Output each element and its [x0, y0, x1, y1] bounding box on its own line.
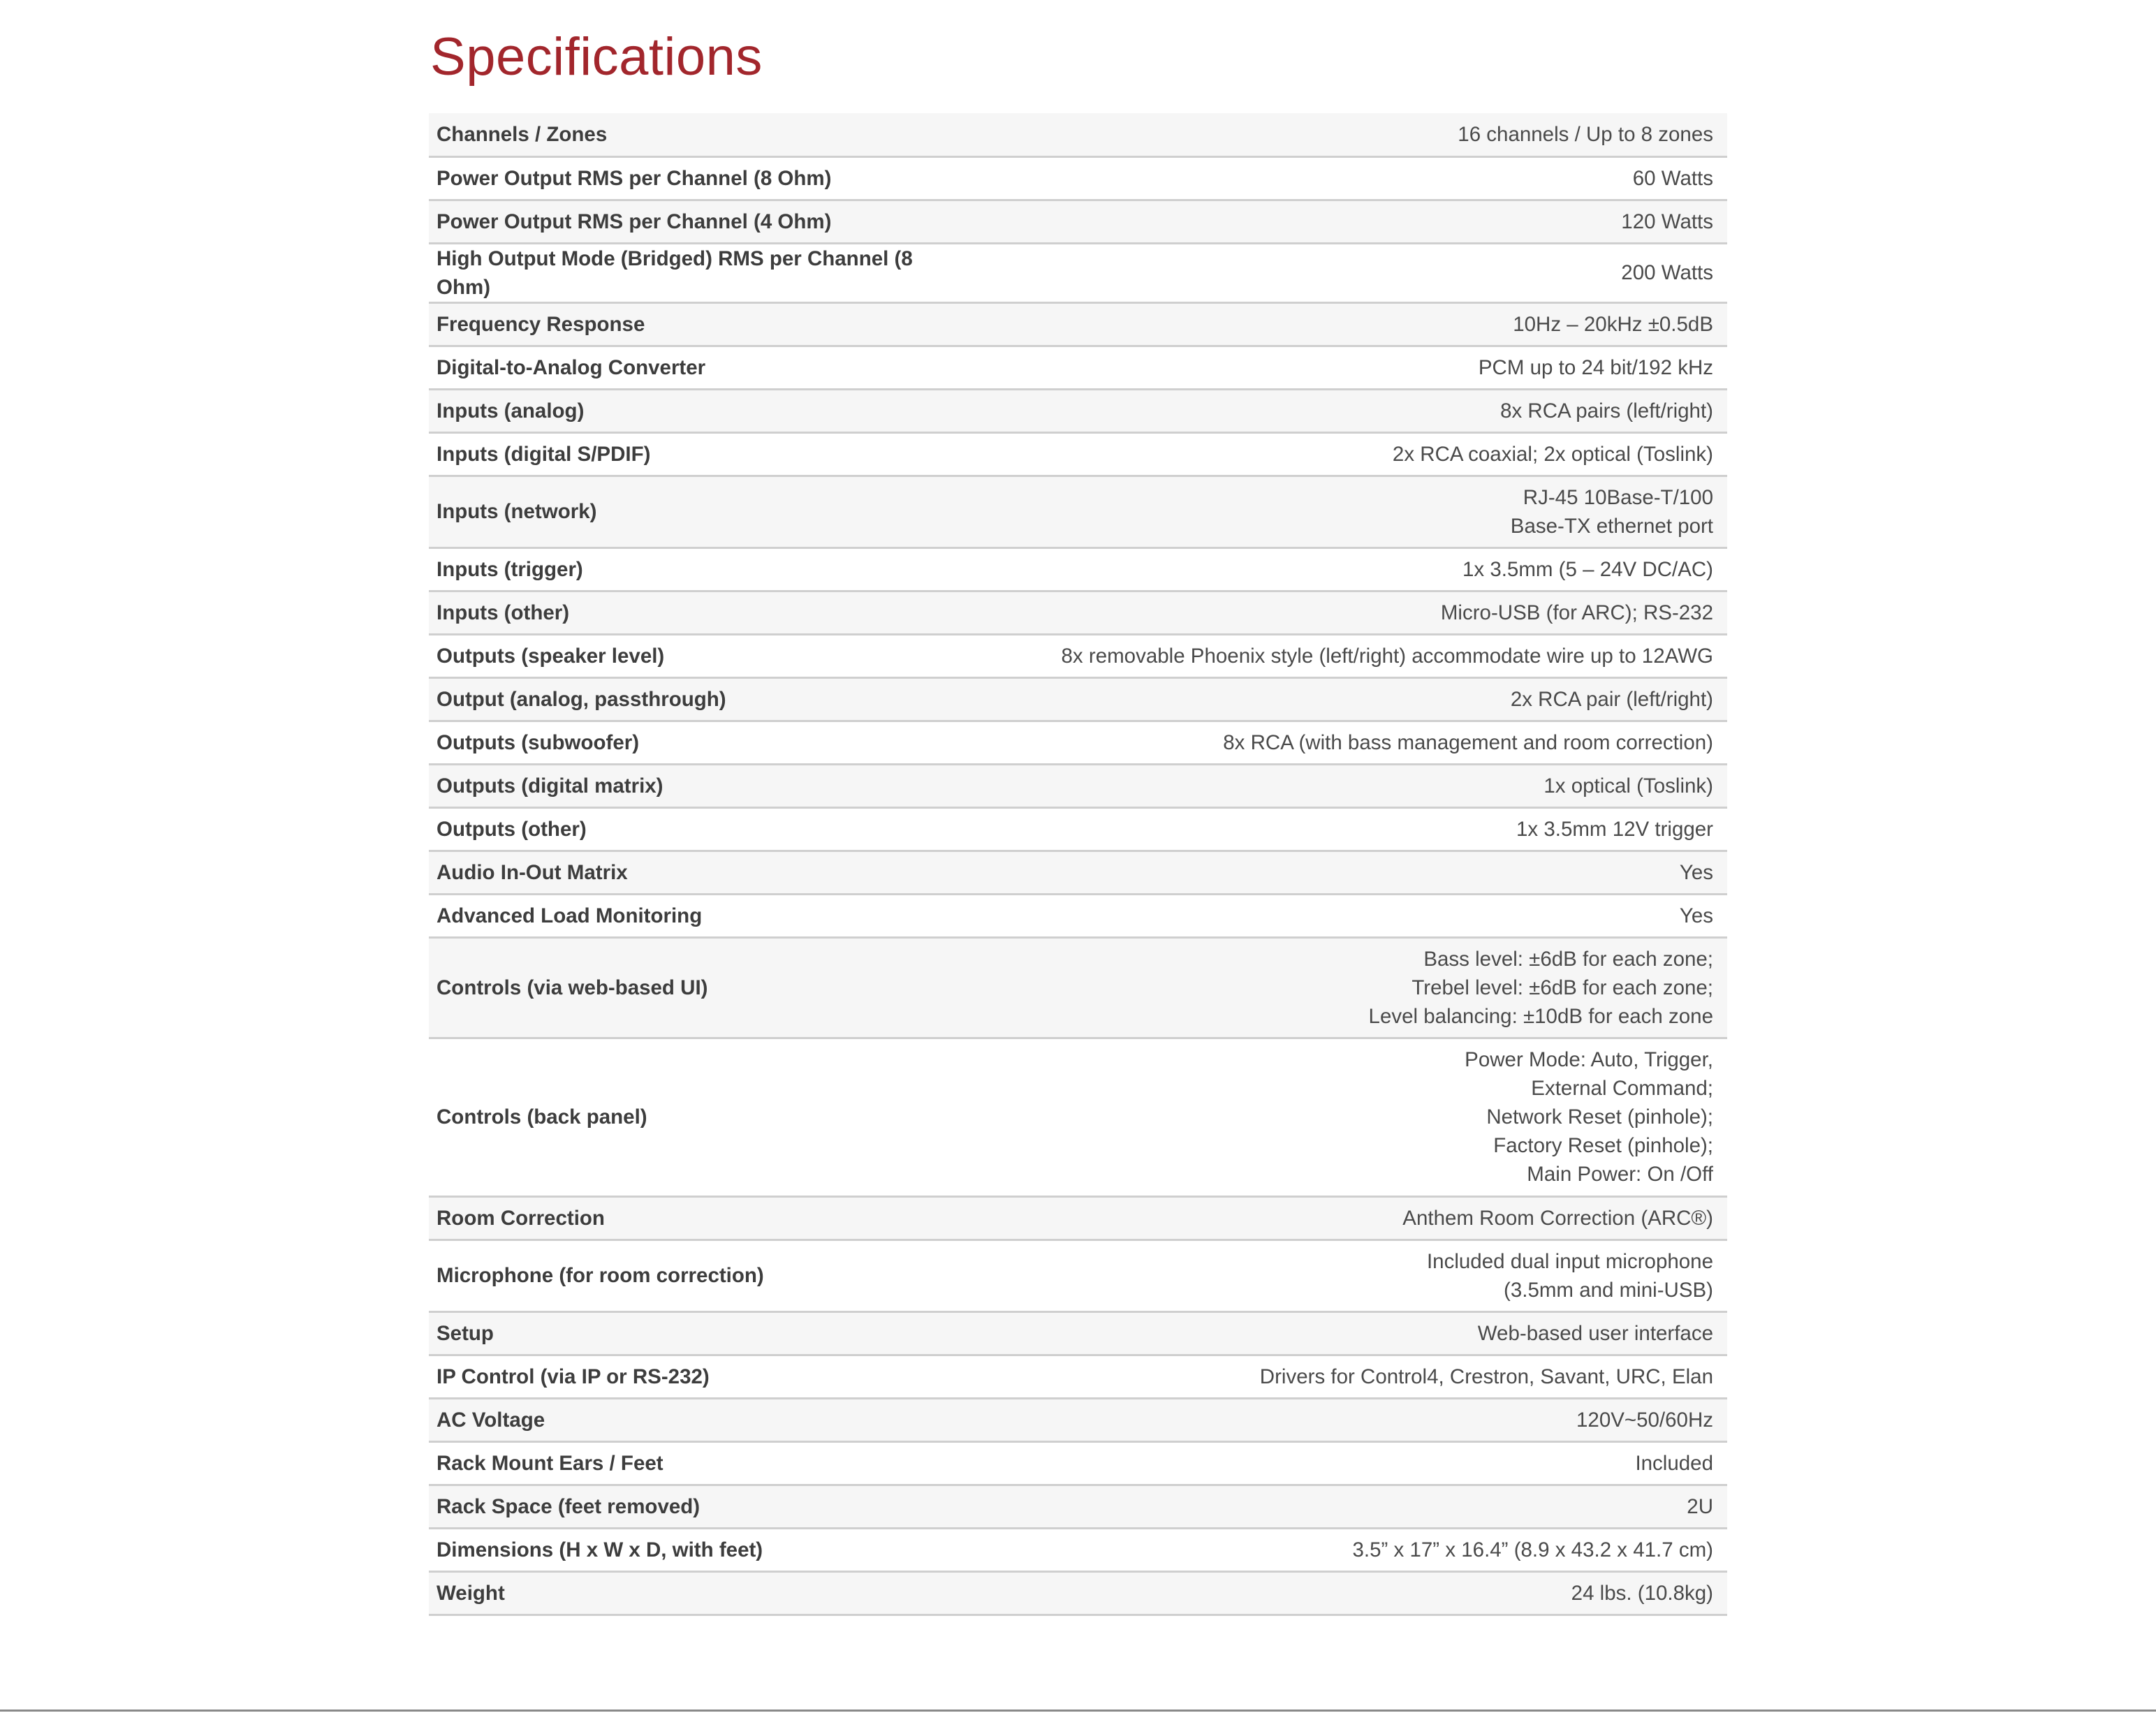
table-row: [429, 851, 1727, 894]
table-row: [429, 476, 1727, 547]
specifications-section: [429, 0, 1727, 1605]
spec-value: 8x RCA pairs (left/right): [1500, 399, 1713, 422]
spec-label: Inputs (other): [437, 601, 570, 624]
spec-value: Bass level: ±6dB for each zone; Trebel level: ±6dB for each zone; Level balancing: ±10dB for each zone: [1368, 947, 1713, 1028]
spec-label: Controls (via web-based UI): [437, 976, 708, 999]
table-row: [429, 547, 1727, 591]
spec-label: Rack Space (feet removed): [437, 1494, 701, 1518]
table-row: [429, 894, 1727, 937]
spec-value: 24 lbs. (10.8kg): [1571, 1581, 1713, 1605]
spec-value: 8x RCA (with bass management and room correction): [1223, 730, 1713, 754]
table-row: [429, 591, 1727, 634]
spec-table: [429, 113, 1727, 1616]
spec-label: Inputs (digital S/PDIF): [437, 442, 651, 466]
spec-label: Weight: [437, 1581, 505, 1605]
spec-value: 1x 3.5mm (5 – 24V DC/AC): [1462, 557, 1713, 581]
spec-value: 2x RCA pair (left/right): [1510, 687, 1713, 711]
spec-label: Controls (back panel): [437, 1105, 647, 1128]
spec-label: Room Correction: [437, 1206, 605, 1230]
page-title: Specifications: [430, 27, 763, 87]
table-row: [429, 1485, 1727, 1528]
table-row: [429, 634, 1727, 677]
spec-value: 1x optical (Toslink): [1543, 774, 1713, 797]
spec-value: Power Mode: Auto, Trigger, External Command; Network Reset (pinhole); Factory Reset (pinhole); Main Power: On /Off: [1465, 1048, 1713, 1186]
spec-label: Dimensions (H x W x D, with feet): [437, 1538, 763, 1561]
spec-value: 120V~50/60Hz: [1576, 1408, 1713, 1432]
spec-label: Outputs (subwoofer): [437, 730, 640, 754]
spec-label: AC Voltage: [437, 1408, 545, 1432]
spec-value: 2x RCA coaxial; 2x optical (Toslink): [1392, 442, 1713, 466]
table-row: [429, 1571, 1727, 1615]
spec-value: Yes: [1679, 860, 1713, 884]
table-row: [429, 1038, 1727, 1196]
footer-divider: [0, 1710, 2156, 1712]
table-row: [429, 1240, 1727, 1311]
spec-label: Digital-to-Analog Converter: [437, 355, 706, 379]
table-row: [429, 1196, 1727, 1240]
table-row: [429, 721, 1727, 764]
spec-label: Frequency Response: [437, 312, 645, 336]
spec-value: Web-based user interface: [1477, 1321, 1713, 1345]
table-row: [429, 1355, 1727, 1398]
spec-label: Setup: [437, 1321, 494, 1345]
table-row: [429, 432, 1727, 476]
spec-label: Rack Mount Ears / Feet: [437, 1451, 663, 1475]
spec-value: RJ-45 10Base-T/100 Base-TX ethernet port: [1510, 485, 1713, 538]
table-row: [429, 1528, 1727, 1571]
spec-value: 120 Watts: [1621, 209, 1713, 233]
table-row: [429, 937, 1727, 1038]
spec-label: Advanced Load Monitoring: [437, 904, 703, 927]
spec-value: Yes: [1679, 904, 1713, 927]
spec-value: Anthem Room Correction (ARC®): [1402, 1206, 1713, 1230]
table-row: [429, 1311, 1727, 1355]
spec-label: Outputs (speaker level): [437, 644, 665, 668]
spec-label: Power Output RMS per Channel (8 Ohm): [437, 166, 832, 190]
table-row: [429, 302, 1727, 346]
spec-label: Outputs (other): [437, 817, 587, 841]
spec-value: Included: [1635, 1451, 1713, 1475]
spec-value: Included dual input microphone (3.5mm and mini-USB): [1426, 1249, 1713, 1302]
spec-label: Output (analog, passthrough): [437, 687, 726, 711]
table-row: [429, 200, 1727, 243]
table-row: [429, 389, 1727, 432]
spec-label: Channels / Zones: [437, 122, 608, 146]
spec-value: Micro-USB (for ARC); RS-232: [1440, 601, 1713, 624]
table-row: [429, 807, 1727, 851]
spec-value: 8x removable Phoenix style (left/right) accommodate wire up to 12AWG: [1061, 644, 1713, 668]
spec-label: Inputs (network): [437, 500, 597, 523]
spec-value: PCM up to 24 bit/192 kHz: [1478, 355, 1713, 379]
spec-value: 60 Watts: [1632, 166, 1713, 190]
table-row: [429, 346, 1727, 389]
spec-value: 1x 3.5mm 12V trigger: [1516, 817, 1713, 841]
spec-label: IP Control (via IP or RS-232): [437, 1365, 710, 1388]
spec-value: 3.5” x 17” x 16.4” (8.9 x 43.2 x 41.7 cm): [1352, 1538, 1713, 1561]
spec-label: Power Output RMS per Channel (4 Ohm): [437, 209, 832, 233]
table-row: [429, 764, 1727, 807]
spec-value: Drivers for Control4, Crestron, Savant, URC, Elan: [1259, 1365, 1713, 1388]
spec-label: Inputs (analog): [437, 399, 585, 422]
table-row: [429, 113, 1727, 156]
spec-label: Outputs (digital matrix): [437, 774, 663, 797]
spec-label: Microphone (for room correction): [437, 1264, 764, 1287]
spec-label: Audio In-Out Matrix: [437, 860, 628, 884]
spec-value: 2U: [1687, 1494, 1713, 1518]
spec-label: High Output Mode (Bridged) RMS per Channel (8 Ohm): [437, 247, 913, 299]
table-row: [429, 677, 1727, 721]
spec-value: 10Hz – 20kHz ±0.5dB: [1513, 312, 1713, 336]
spec-value: 16 channels / Up to 8 zones: [1458, 122, 1713, 146]
table-row: [429, 243, 1727, 302]
table-row: [429, 156, 1727, 200]
table-row: [429, 1441, 1727, 1485]
spec-value: 200 Watts: [1621, 261, 1713, 284]
table-row: [429, 1398, 1727, 1441]
spec-label: Inputs (trigger): [437, 557, 583, 581]
